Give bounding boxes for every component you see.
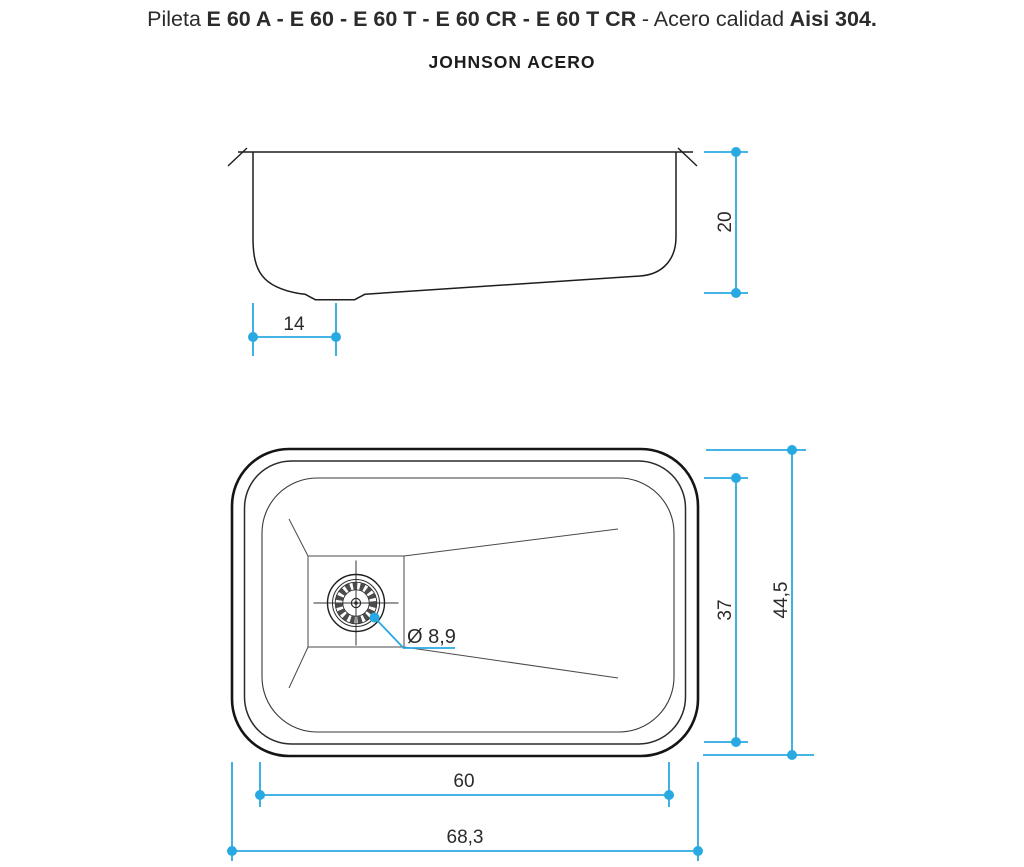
depth-dot-bottom xyxy=(731,288,741,298)
dimension-bowl-width xyxy=(704,473,748,747)
offset-dot-right xyxy=(331,332,341,342)
bowl-width-dot-top xyxy=(731,473,741,483)
slope-edge-bottom-left xyxy=(289,647,308,688)
dimension-drain-offset xyxy=(248,303,341,356)
side-rim-right-tick xyxy=(678,148,697,166)
offset-dot-left xyxy=(248,332,258,342)
top-outer-outline xyxy=(232,449,698,756)
dimension-bowl-length xyxy=(255,762,674,807)
depth-label: 20 xyxy=(715,211,736,233)
bowl-length-label: 60 xyxy=(453,771,475,792)
drain-center-dot xyxy=(354,601,358,605)
side-rim-left-tick xyxy=(228,148,247,166)
slope-edge-top-left xyxy=(289,519,308,556)
overall-width-dot-bottom xyxy=(787,750,797,760)
top-rim-inner-outline xyxy=(245,461,686,744)
depth-dot-top xyxy=(731,147,741,157)
side-view xyxy=(228,147,748,356)
title-material: Aisi 304. xyxy=(789,7,877,31)
side-bowl-outline xyxy=(253,152,676,300)
brand-name: JOHNSON ACERO xyxy=(428,52,596,72)
diameter-leader-dot xyxy=(370,613,380,623)
bowl-width-label: 37 xyxy=(715,599,736,621)
slope-edge-bottom-right xyxy=(404,647,618,678)
title-models: E 60 A - E 60 - E 60 T - E 60 CR - E 60 T CR xyxy=(206,7,637,31)
top-bowl-outline xyxy=(262,478,674,732)
overall-length-dot-left xyxy=(227,846,237,856)
bowl-width-dot-bottom xyxy=(731,737,741,747)
overall-width-label: 44,5 xyxy=(771,581,792,619)
drain-strainer xyxy=(314,561,399,646)
overall-length-label: 68,3 xyxy=(446,827,484,848)
bowl-length-dot-right xyxy=(664,790,674,800)
top-view xyxy=(227,445,814,861)
overall-length-dot-right xyxy=(693,846,703,856)
title-prefix: Pileta xyxy=(147,7,201,31)
slope-edge-top-right xyxy=(404,529,618,556)
overall-width-dot-top xyxy=(787,445,797,455)
diameter-label: Ø 8,9 xyxy=(407,626,456,648)
title-connector: - Acero calidad xyxy=(641,7,785,31)
dimension-depth xyxy=(704,147,748,298)
dimension-drain-diameter xyxy=(370,613,456,649)
bowl-length-dot-left xyxy=(255,790,265,800)
offset-label: 14 xyxy=(283,314,305,335)
